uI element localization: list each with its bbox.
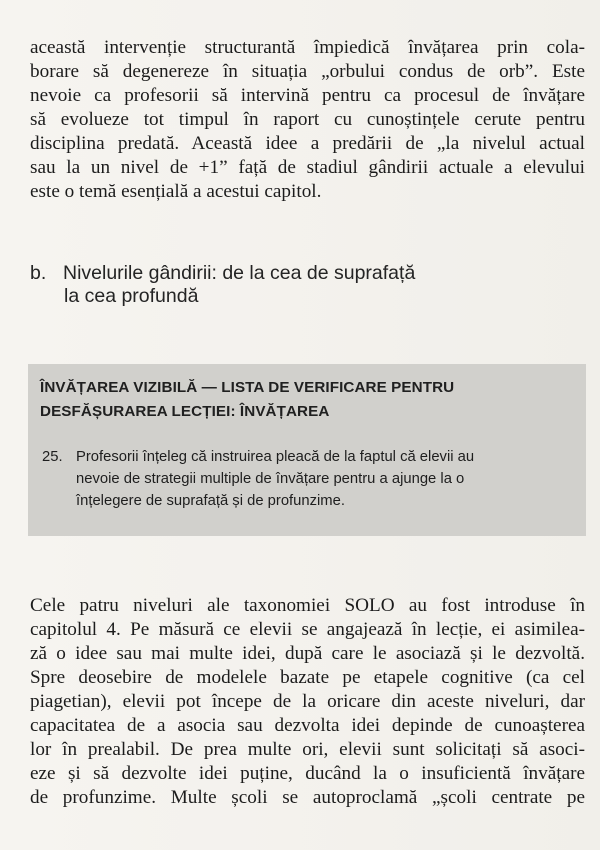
- text-line: ză o idee sau mai multe idei, după care le asociază și le dezvoltă.: [30, 643, 585, 664]
- text-line: să evolueze tot timpul în raport cu cunoștințele cerute pentru: [30, 109, 585, 130]
- checklist-title: [40, 376, 580, 424]
- checklist-item-line: Profesorii înțeleg că instruirea pleacă de la faptul că elevii au: [76, 449, 475, 465]
- text-line: borare să degenereze în situația „orbului condus de orb”. Este: [30, 61, 585, 82]
- text-line: capacitatea de a asocia sau dezvolta idei depinde de cunoașterea: [30, 715, 585, 736]
- text-line: disciplina predată. Această idee a predării de „la nivelul actual: [30, 133, 585, 154]
- text-line: este o temă esențială a acestui capitol.: [30, 181, 322, 202]
- checklist-title-line: ÎNVĂȚAREA VIZIBILĂ — LISTA DE VERIFICARE PENTRU: [40, 379, 455, 396]
- main-paragraph: [30, 594, 585, 810]
- text-line: această intervenție structurantă împiedică învățarea prin cola-: [30, 37, 585, 58]
- checklist-item-line: nevoie de strategii multiple de învățare pentru a ajunge la o: [76, 471, 465, 487]
- text-line: Spre deosebire de modelele bazate pe etapele cognitive (ca cel: [30, 667, 585, 688]
- checklist-box: [28, 364, 586, 536]
- section-heading-line: la cea profundă: [64, 285, 199, 307]
- checklist-title-line: DESFĂȘURAREA LECȚIEI: ÎNVĂȚAREA: [40, 403, 330, 420]
- section-heading-line: Nivelurile gândirii: de la cea de suprafață: [63, 262, 416, 284]
- text-line: sau la un nivel de +1” față de stadiul gândirii actuale a elevului: [30, 157, 585, 178]
- text-line: eze și să dezvolte idei puține, ducând la o insuficientă învățare: [30, 763, 585, 784]
- section-heading: [30, 262, 585, 308]
- text-line: nevoie ca profesorii să intervină pentru ca procesul de învățare: [30, 85, 585, 106]
- checklist-item: [42, 446, 577, 512]
- checklist-item-line: înțelegere de suprafață și de profunzime.: [76, 493, 345, 509]
- text-line: capitolul 4. Pe măsură ce elevii se angajează în lecție, ei asimilea-: [30, 619, 585, 640]
- text-line: piagetian), elevii pot începe de la oricare din aceste niveluri, dar: [30, 691, 585, 712]
- text-line: de profunzime. Multe școli se autoproclamă „școli centrate pe: [30, 787, 585, 808]
- text-line: Cele patru niveluri ale taxonomiei SOLO au fost introduse în: [30, 595, 585, 616]
- section-marker: b.: [30, 262, 47, 284]
- checklist-item-number: 25.: [42, 449, 63, 465]
- intro-paragraph: [30, 36, 585, 204]
- text-line: lor în prealabil. De prea multe ori, elevii sunt solicitați să asoci-: [30, 739, 585, 760]
